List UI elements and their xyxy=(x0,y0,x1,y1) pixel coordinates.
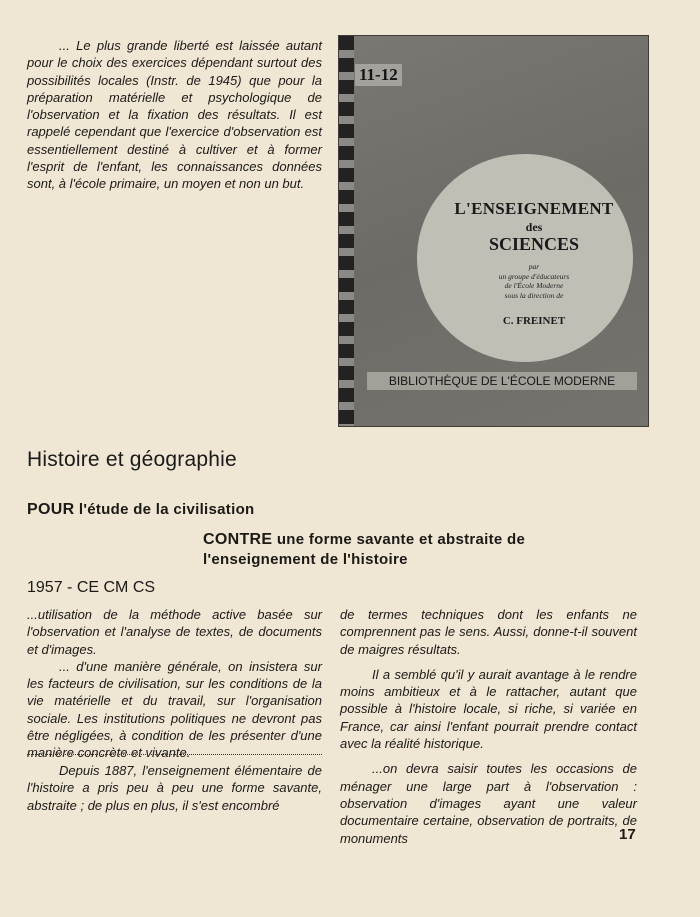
contre-heading xyxy=(203,530,593,570)
pour-keyword: POUR xyxy=(27,501,75,518)
book-cover-image xyxy=(338,35,649,427)
left-paragraph: ...utilisation de la méthode active basée sur l'observation et l'analyse de textes, de documents et d'images. xyxy=(27,607,322,657)
section-title: Histoire et géographie xyxy=(27,448,237,471)
book-byline xyxy=(439,262,629,300)
spiral-binding xyxy=(339,36,354,426)
contre-text: une forme savante et abstraite de l'enseignement de l'histoire xyxy=(203,531,526,568)
right-paragraph: Il a semblé qu'il y aurait avantage à le rendre moins ambitieux et à le rattacher, autant que possible à l'histoire locale, si riche, si variée en France, car ainsi l'enfant pourrait prendre contact avec la réalité historique. xyxy=(340,666,637,752)
left-paragraph: Depuis 1887, l'enseignement élémentaire de l'histoire a pris peu à peu une forme savante, abstraite ; de plus en plus, il s'est encombré xyxy=(27,763,322,813)
page-number: 17 xyxy=(619,826,636,843)
right-paragraph: ...on devra saisir toutes les occasions de ménager une large part à l'observation : observation d'images ayant une valeur documentaire certaine, observation de portraits, de monuments xyxy=(340,761,637,846)
book-title-line2: des xyxy=(525,220,543,234)
intro-quote xyxy=(27,37,322,193)
pour-heading xyxy=(27,501,255,519)
left-column xyxy=(27,606,322,762)
right-paragraph: de termes techniques dont les enfants ne comprennent pas le sens. Aussi, donne-t-il souvent de maigres résultats. xyxy=(340,607,637,657)
level-heading: 1957 - CE CM CS xyxy=(27,579,156,596)
book-series: BIBLIOTHÈQUE DE L'ÉCOLE MODERNE xyxy=(367,372,637,390)
byline-line: sous la direction de xyxy=(504,290,564,300)
pour-text: l'étude de la civilisation xyxy=(74,501,255,518)
intro-paragraph: ... Le plus grande liberté est laissée autant pour le choix des exercices dépendant surtout des possibilités locales (Instr. de 1945) que pour la préparation matérielle et psychologique de l'observation et la fixation des résultats. Il est rappelé cependant que l'exercice d'observation est essentiellement destiné à cultiver et à former l'esprit de l'enfant, les connaissances données sont, à l'école primaire, un moyen et non un but. xyxy=(27,38,322,192)
byline-line: un groupe d'éducateurs xyxy=(498,271,570,281)
contre-keyword: CONTRE xyxy=(203,531,273,548)
left-column-continued xyxy=(27,762,322,814)
book-author: C. FREINET xyxy=(502,315,566,327)
book-title-line3: SCIENCES xyxy=(488,234,580,254)
left-paragraph: ... d'une manière générale, on insistera sur les facteurs de civilisation, sur les conditions de la vie matérielle et du travail, sur l'organisation sociale. Les institutions politiques ne devront pas être négligées, à condition de les présenter d'une manière concrète et vivante. xyxy=(27,658,322,761)
right-column xyxy=(340,606,637,847)
byline-line: par xyxy=(528,262,540,271)
book-title-line1: L'ENSEIGNEMENT xyxy=(454,199,614,218)
byline-line: de l'École Moderne xyxy=(504,281,564,290)
book-number: 11-12 xyxy=(355,64,402,86)
cover-circle xyxy=(417,154,633,362)
dotted-divider xyxy=(27,754,322,755)
